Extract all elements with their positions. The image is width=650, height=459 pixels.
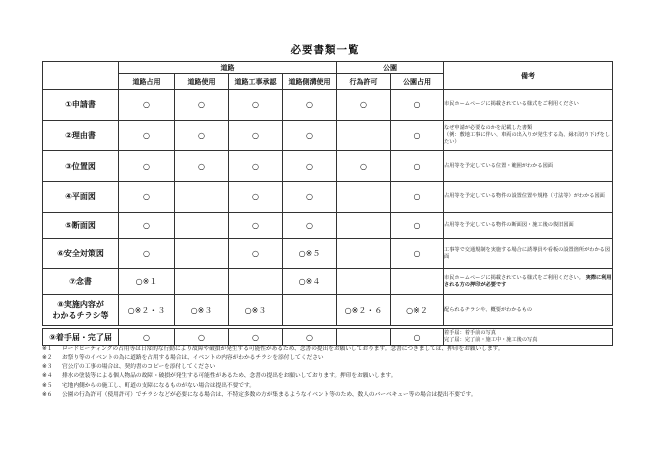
mark-cell: ○ <box>391 151 444 182</box>
mark-cell: ○ <box>391 120 444 151</box>
mark-cell: ○ <box>119 151 175 182</box>
doc-name <box>43 295 119 326</box>
mark-cell: ○ <box>283 329 337 346</box>
mark-cell: ○※２・６ <box>337 295 391 326</box>
mark-cell: ○ <box>229 329 283 346</box>
mark-cell: ○ <box>283 212 337 238</box>
remarks-text: 工事等で交通規制を実施する場合に誘導員や看板の設置箇所がわかる図面 <box>444 246 611 260</box>
group-header-road: 道路 <box>119 62 337 74</box>
col-header-gutter-use: 道路側溝使用 <box>283 74 337 90</box>
footnote-key: ※１ <box>42 346 53 352</box>
header-row-groups <box>43 62 613 74</box>
mark-cell: ○ <box>229 120 283 151</box>
footnote-key: ※５ <box>42 382 53 389</box>
mark-cell: ○ <box>229 182 283 213</box>
mark-cell <box>337 120 391 151</box>
footnote-text: 官公庁の工事の場合は、契約書のコピーを添付してください <box>62 364 216 371</box>
table-row <box>43 269 613 295</box>
remarks-cell <box>444 151 613 182</box>
doc-name: ⑨着手届・完了届 <box>43 329 119 346</box>
mark-cell <box>337 182 391 213</box>
footnote-key: ※２ <box>42 355 53 362</box>
doc-name: ⑦念書 <box>43 269 119 295</box>
footnote <box>42 354 622 363</box>
footnotes <box>42 345 622 400</box>
remarks-text: 占用等を予定している物件の断面図・施工後の復旧図面 <box>444 221 574 228</box>
header-blank-cell <box>43 62 119 90</box>
mark-cell: ○ <box>175 120 229 151</box>
table-row <box>43 329 613 346</box>
mark-cell <box>229 269 283 295</box>
required-documents-table <box>42 61 613 346</box>
remarks-cell <box>444 269 613 295</box>
remarks-text: なぜ申請が必要なのかを記載した書類 <box>444 125 533 131</box>
footnote-text: 公園の行為許可（使用許可）でチラシなどが必要になる場合は、不特定多数の方が集まるようなイベント等のため、数人のバーベキュー等の場合は提出不要です。 <box>62 391 477 398</box>
remarks-bold-text: 実際に利用される方の押印が必要です <box>444 274 612 288</box>
mark-cell: ○ <box>391 182 444 213</box>
mark-cell: ○ <box>229 238 283 269</box>
mark-cell: ○※１ <box>119 269 175 295</box>
mark-cell <box>283 295 337 326</box>
doc-name: ④平面図 <box>43 182 119 213</box>
mark-cell: ○※２ <box>391 295 444 326</box>
mark-cell: ○ <box>119 182 175 213</box>
table-row <box>43 151 613 182</box>
footnote-text: 宅地内側からの施工し、町道の支障になるものがない場合は提出不要です。 <box>62 382 255 389</box>
mark-cell: ○ <box>119 329 175 346</box>
table-row <box>43 120 613 151</box>
table-row <box>43 182 613 213</box>
remarks-cell <box>444 212 613 238</box>
remarks-cell <box>444 120 613 151</box>
mark-cell: ○※４ <box>283 269 337 295</box>
col-header-park-occupancy: 公園占用 <box>391 74 444 90</box>
mark-cell: ○ <box>391 212 444 238</box>
mark-cell: ○※３ <box>175 295 229 326</box>
mark-cell <box>175 238 229 269</box>
mark-cell: ○ <box>283 120 337 151</box>
table-row <box>43 238 613 269</box>
footnote <box>42 345 622 354</box>
mark-cell: ○ <box>119 238 175 269</box>
remarks-cell <box>444 90 613 121</box>
mark-cell: ○ <box>283 182 337 213</box>
remarks-text: 占用等を予定している位置・範囲がわかる図面 <box>444 162 553 169</box>
mark-cell <box>175 212 229 238</box>
mark-cell: ○※３ <box>229 295 283 326</box>
col-header-act-permit: 行為許可 <box>337 74 391 90</box>
header-remarks: 備考 <box>444 62 613 90</box>
mark-cell <box>337 329 391 346</box>
remarks-text: （例：敷地工事に伴い、車両の出入りが発生する為、縁石切り下げをしたい） <box>444 132 611 146</box>
mark-cell: ○※２・３ <box>119 295 175 326</box>
page-title: 必要書類一覧 <box>290 44 360 56</box>
remarks-cell <box>444 238 613 269</box>
table-row <box>43 212 613 238</box>
doc-name-line: ⑧実施内容が <box>57 300 104 310</box>
doc-name: ②理由書 <box>43 120 119 151</box>
footnote-text: お祭り等のイベントの為に道路を占用する場合は、イベントの内容がわかるチラシを添付してください <box>62 355 324 362</box>
footnote-key: ※３ <box>42 364 53 371</box>
mark-cell <box>175 182 229 213</box>
doc-name: ⑤断面図 <box>43 212 119 238</box>
footnote-key: ※６ <box>42 391 53 398</box>
footnote-text: 排水の塗装等による個人物品の故障・破損が発生する可能性があるため、念書の提出をお願いしております。押印をお願いします。 <box>62 373 397 380</box>
group-header-park: 公園 <box>337 62 444 74</box>
mark-cell: ○ <box>119 120 175 151</box>
doc-name-line: わかるチラシ等 <box>52 311 109 321</box>
mark-cell: ○ <box>229 151 283 182</box>
mark-cell: ○ <box>175 329 229 346</box>
mark-cell <box>337 212 391 238</box>
mark-cell: ○ <box>229 212 283 238</box>
mark-cell <box>337 269 391 295</box>
mark-cell: ○ <box>283 90 337 121</box>
mark-cell <box>175 269 229 295</box>
remarks-text: 市民ホームページに掲載されている様式をご利用ください。 <box>444 274 584 281</box>
footnote-key: ※４ <box>42 373 53 380</box>
col-header-road-occupancy: 道路占用 <box>119 74 175 90</box>
mark-cell <box>337 238 391 269</box>
mark-cell: ○ <box>337 151 391 182</box>
mark-cell: ○ <box>229 90 283 121</box>
remarks-cell <box>444 295 613 326</box>
remarks-text: 着手届：着手前の写真 <box>444 330 496 337</box>
mark-cell: ○ <box>391 238 444 269</box>
footnote <box>42 382 622 391</box>
mark-cell: ○ <box>391 90 444 121</box>
mark-cell: ○ <box>283 151 337 182</box>
mark-cell: ○ <box>175 151 229 182</box>
footnote <box>42 372 622 381</box>
mark-cell <box>391 269 444 295</box>
footnote <box>42 363 622 372</box>
remarks-cell <box>444 329 613 346</box>
footnote-text: ロードヒーティングの占用等は日常的な行動により故障や破損が発生する可能性があるため、念書の提出をお願いしております。念書につきましては、押印をお願いします。 <box>62 346 504 352</box>
remarks-cell <box>444 182 613 213</box>
doc-name: ①申請書 <box>43 90 119 121</box>
remarks-text: 市民ホームページに掲載されている様式をご利用ください <box>444 101 579 108</box>
remarks-text: 占用等を予定している物件の設置位置や規格（寸法等）がわかる図面 <box>444 193 605 200</box>
footnote <box>42 391 622 400</box>
doc-name: ⑥安全対策図 <box>43 238 119 269</box>
table-row <box>43 295 613 326</box>
mark-cell: ○ <box>391 329 444 346</box>
col-header-road-works: 道路工事承認 <box>229 74 283 90</box>
mark-cell: ○※５ <box>283 238 337 269</box>
mark-cell: ○ <box>175 90 229 121</box>
table-row <box>43 90 613 121</box>
doc-name: ③位置図 <box>43 151 119 182</box>
mark-cell: ○ <box>119 90 175 121</box>
remarks-text: 配られるチラシや、概要がわかるもの <box>444 306 533 313</box>
mark-cell: ○ <box>337 90 391 121</box>
remarks-text: 完了届：完了前・施工中・施工後の写真 <box>444 337 538 344</box>
col-header-road-use: 道路使用 <box>175 74 229 90</box>
mark-cell: ○ <box>119 212 175 238</box>
